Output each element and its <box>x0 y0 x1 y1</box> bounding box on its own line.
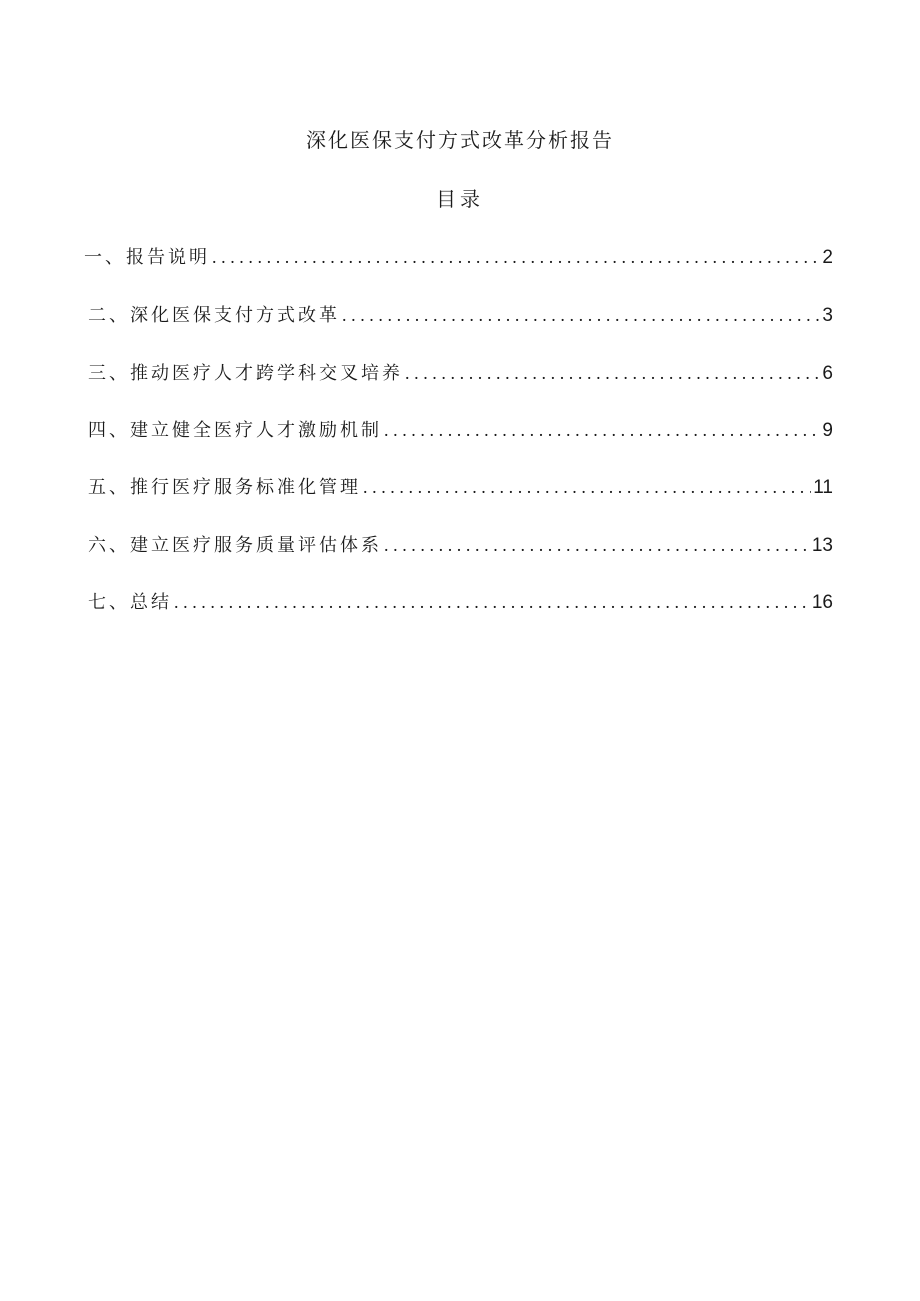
toc-dot-leader <box>361 475 811 499</box>
toc-entry-page-number: 3 <box>822 305 833 326</box>
toc-dot-leader <box>382 533 810 557</box>
toc-entry-label: 一、报告说明 <box>84 247 210 268</box>
toc-entry-page-number: 9 <box>822 420 833 441</box>
toc-entry-4[interactable] <box>88 418 833 442</box>
toc-entry-5[interactable] <box>88 475 833 499</box>
toc-entry-page-number: 16 <box>811 592 833 613</box>
toc-entry-label: 六、建立医疗服务质量评估体系 <box>88 535 382 556</box>
toc-dot-leader <box>172 590 810 614</box>
toc-entry-3[interactable] <box>88 361 833 385</box>
toc-entry-page-number: 13 <box>811 535 833 556</box>
toc-entry-label: 二、深化医保支付方式改革 <box>88 305 340 326</box>
toc-entry-label: 四、建立健全医疗人才激励机制 <box>88 420 382 441</box>
toc-entry-label: 三、推动医疗人才跨学科交叉培养 <box>88 363 403 384</box>
toc-entry-page-number: 2 <box>822 247 833 268</box>
toc-dot-leader <box>382 418 820 442</box>
toc-entry-6[interactable] <box>88 533 833 557</box>
toc-entry-2[interactable] <box>88 303 833 327</box>
document-title: 深化医保支付方式改革分析报告 <box>306 128 614 152</box>
toc-dot-leader <box>340 303 820 327</box>
toc-dot-leader <box>210 245 820 269</box>
toc-entry-label: 五、推行医疗服务标准化管理 <box>88 477 361 498</box>
toc-entry-page-number: 11 <box>813 477 833 498</box>
toc-entry-label: 七、总结 <box>88 592 172 613</box>
toc-entry-7[interactable] <box>88 590 833 614</box>
toc-heading: 目录 <box>436 187 484 211</box>
toc-entry-page-number: 6 <box>822 363 833 384</box>
toc-entry-1[interactable] <box>84 245 833 269</box>
toc-dot-leader <box>403 361 820 385</box>
